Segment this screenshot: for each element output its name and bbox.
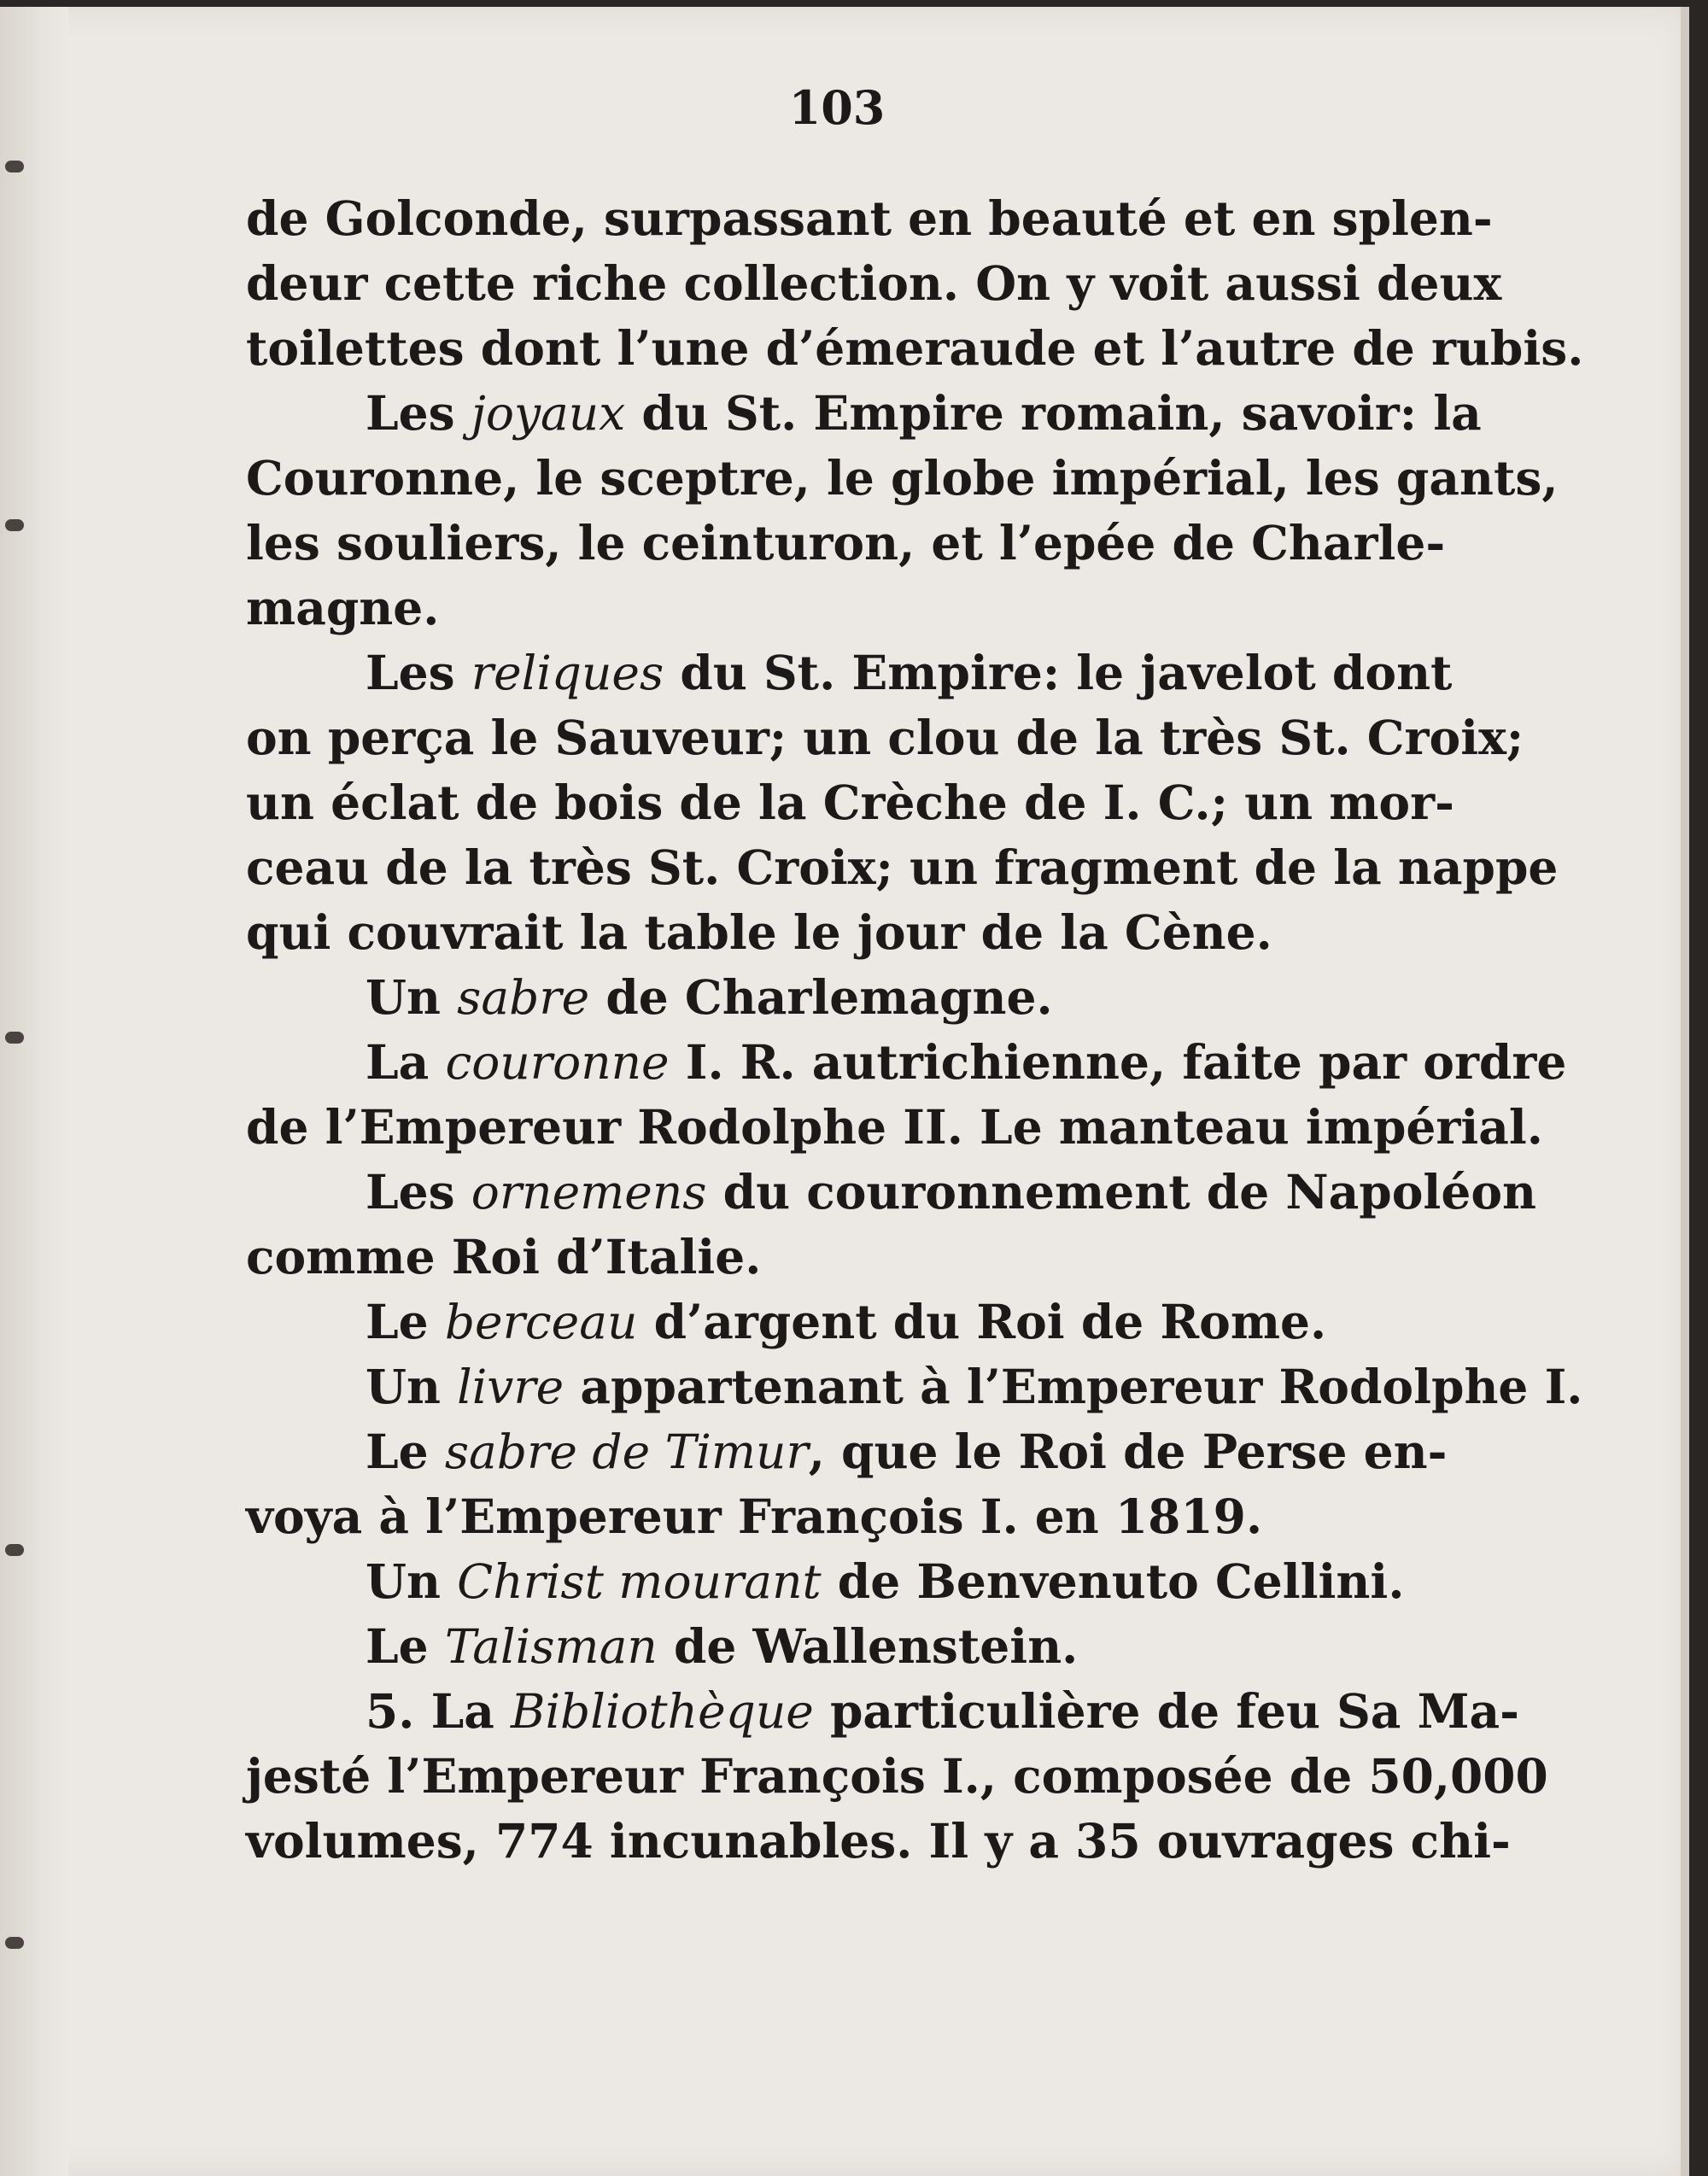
text-line: magne. — [246, 580, 440, 635]
binding-ring — [5, 519, 24, 531]
text-line: qui couvrait la table le jour de la Cène. — [246, 904, 1272, 960]
italic-term: ornemens — [471, 1165, 707, 1220]
binding-ring — [5, 1544, 24, 1556]
text-line: Le berceau d’argent du Roi de Rome. — [366, 1294, 1327, 1349]
text-line: Couronne, le sceptre, le globe impérial, les gants, — [246, 450, 1559, 506]
text-line: les souliers, le ceinturon, et l’epée de Charle- — [246, 515, 1446, 570]
text-line: Le Talisman de Wallenstein. — [366, 1618, 1079, 1674]
text-line: de Golconde, surpassant en beauté et en splen- — [246, 190, 1493, 246]
text-line: Les joyaux du St. Empire romain, savoir: la — [366, 385, 1482, 441]
text-line: volumes, 774 incunables. Il y a 35 ouvrages chi- — [246, 1813, 1511, 1869]
binding-ring — [5, 1032, 24, 1044]
text-line: jesté l’Empereur François I., composée de 50,000 — [246, 1748, 1548, 1804]
text-line: Les ornemens du couronnement de Napoléon — [366, 1164, 1536, 1220]
italic-term: Christ mourant — [457, 1554, 822, 1609]
text-line: Le sabre de Timur, que le Roi de Perse en- — [366, 1424, 1448, 1479]
italic-term: sabre de Timur — [444, 1424, 809, 1479]
italic-term: livre — [457, 1360, 564, 1414]
page-edge — [1681, 7, 1689, 2176]
text-line: Un sabre de Charlemagne. — [366, 969, 1053, 1025]
text-line: toilettes dont l’une d’émeraude et l’autre de rubis. — [246, 320, 1584, 376]
text-line: Un livre appartenant à l’Empereur Rodolphe I. — [366, 1359, 1583, 1414]
text-line: Un Christ mourant de Benvenuto Cellini. — [366, 1553, 1405, 1609]
page-gutter — [0, 7, 68, 2176]
text-line: on perça le Sauveur; un clou de la très St. Croix; — [246, 710, 1524, 765]
text-line: 5. La Bibliothèque particulière de feu Sa Ma- — [366, 1683, 1519, 1739]
text-line: de l’Empereur Rodolphe II. Le manteau impérial. — [246, 1099, 1543, 1155]
italic-term: Talisman — [444, 1619, 658, 1674]
body-text — [246, 186, 1584, 1874]
book-page — [0, 7, 1689, 2176]
italic-term: couronne — [445, 1035, 670, 1090]
binding-ring — [5, 161, 24, 173]
italic-term: joyaux — [471, 386, 626, 441]
text-line: ceau de la très St. Croix; un fragment de la nappe — [246, 839, 1559, 895]
text-line: La couronne I. R. autrichienne, faite par ordre — [366, 1034, 1567, 1090]
text-line: Les reliques du St. Empire: le javelot dont — [366, 645, 1453, 700]
text-line: voya à l’Empereur François I. en 1819. — [246, 1489, 1263, 1544]
page-number: 103 — [788, 80, 886, 135]
italic-term: reliques — [471, 646, 664, 700]
text-line: un éclat de bois de la Crèche de I. C.; un mor- — [246, 775, 1454, 830]
italic-term: berceau — [444, 1295, 638, 1349]
binding-ring — [5, 1937, 24, 1949]
text-line: deur cette riche collection. On y voit aussi deux — [246, 255, 1502, 311]
text-line: comme Roi d’Italie. — [246, 1229, 762, 1284]
italic-term: Bibliothèque — [511, 1684, 814, 1739]
italic-term: sabre — [457, 970, 590, 1025]
